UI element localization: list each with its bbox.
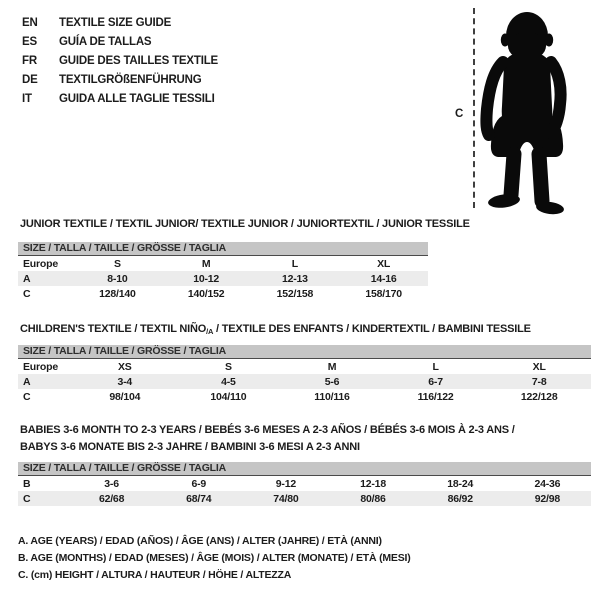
babies-section-title bbox=[20, 422, 515, 456]
language-code: ES bbox=[22, 36, 37, 48]
row-label: A bbox=[18, 374, 73, 389]
table-cell: M bbox=[162, 256, 251, 271]
language-code: IT bbox=[22, 93, 32, 105]
row-label: Europe bbox=[18, 359, 73, 374]
table-row bbox=[18, 256, 428, 271]
table-cell: 122/128 bbox=[487, 389, 591, 404]
table-cell: 140/152 bbox=[162, 286, 251, 301]
row-label: C bbox=[18, 491, 68, 506]
toddler-silhouette-icon bbox=[476, 4, 598, 216]
language-row-en bbox=[22, 14, 218, 33]
table-cell: XS bbox=[73, 359, 177, 374]
language-row-it bbox=[22, 90, 218, 109]
table-cell: 6-9 bbox=[155, 476, 242, 491]
row-label: B bbox=[18, 476, 68, 491]
language-row-de bbox=[22, 71, 218, 90]
table-cell: 74/80 bbox=[242, 491, 329, 506]
children-title-pre: CHILDREN'S TEXTILE / TEXTIL NIÑO bbox=[20, 323, 207, 335]
table-cell: 98/104 bbox=[73, 389, 177, 404]
junior-section-title: JUNIOR TEXTILE / TEXTIL JUNIOR/ TEXTILE JUNIOR / JUNIORTEXTIL / JUNIOR TESSILE bbox=[20, 218, 470, 230]
table-cell: 128/140 bbox=[73, 286, 162, 301]
table-cell: 12-13 bbox=[251, 271, 340, 286]
table-cell: 6-7 bbox=[384, 374, 488, 389]
children-title-sub: /A bbox=[206, 327, 214, 336]
table-row bbox=[18, 271, 428, 286]
table-row bbox=[18, 359, 591, 374]
table-cell: 116/122 bbox=[384, 389, 488, 404]
table-row bbox=[18, 286, 428, 301]
row-label: C bbox=[18, 286, 73, 301]
row-label: A bbox=[18, 271, 73, 286]
row-label: C bbox=[18, 389, 73, 404]
table-cell: 110/116 bbox=[280, 389, 384, 404]
language-title: GUIDE DES TAILLES TEXTILE bbox=[59, 55, 218, 67]
table-cell: 9-12 bbox=[242, 476, 329, 491]
row-label: Europe bbox=[18, 256, 73, 271]
table-cell: 80/86 bbox=[329, 491, 416, 506]
babies-title-line2: BABYS 3-6 MONATE BIS 2-3 JAHRE / BAMBINI 3-6 MESI A 2-3 ANNI bbox=[20, 441, 360, 453]
table-cell: 92/98 bbox=[504, 491, 591, 506]
table-cell: 3-4 bbox=[73, 374, 177, 389]
language-code: EN bbox=[22, 17, 38, 29]
table-row bbox=[18, 491, 591, 506]
children-table bbox=[18, 345, 591, 404]
table-cell: 3-6 bbox=[68, 476, 155, 491]
table-cell: 62/68 bbox=[68, 491, 155, 506]
height-label-c: C bbox=[455, 108, 464, 120]
size-header-bar: SIZE / TALLA / TAILLE / GRÖSSE / TAGLIA bbox=[18, 462, 591, 476]
size-header-bar: SIZE / TALLA / TAILLE / GRÖSSE / TAGLIA bbox=[18, 345, 591, 359]
table-cell: S bbox=[177, 359, 281, 374]
language-row-es bbox=[22, 33, 218, 52]
table-row bbox=[18, 374, 591, 389]
language-title: TEXTILGRÖßENFÜHRUNG bbox=[59, 74, 202, 86]
legend bbox=[18, 533, 411, 584]
table-cell: 4-5 bbox=[177, 374, 281, 389]
children-title-post: / TEXTILE DES ENFANTS / KINDERTEXTIL / BAMBINI TESSILE bbox=[213, 323, 531, 335]
table-cell: 12-18 bbox=[329, 476, 416, 491]
table-cell: 14-16 bbox=[339, 271, 428, 286]
language-row-fr bbox=[22, 52, 218, 71]
table-cell: M bbox=[280, 359, 384, 374]
table-cell: L bbox=[251, 256, 340, 271]
legend-line-b: B. AGE (MONTHS) / EDAD (MESES) / ÂGE (MOIS) / ALTER (MONATE) / ETÀ (MESI) bbox=[18, 552, 411, 564]
table-cell: 10-12 bbox=[162, 271, 251, 286]
legend-line-a: A. AGE (YEARS) / EDAD (AÑOS) / ÂGE (ANS) / ALTER (JAHRE) / ETÀ (ANNI) bbox=[18, 535, 382, 547]
table-cell: 24-36 bbox=[504, 476, 591, 491]
junior-table bbox=[18, 242, 428, 301]
language-title: GUÍA DE TALLAS bbox=[59, 36, 152, 48]
table-row bbox=[18, 389, 591, 404]
table-row bbox=[18, 476, 591, 491]
table-cell: 68/74 bbox=[155, 491, 242, 506]
legend-line-c: C. (cm) HEIGHT / ALTURA / HAUTEUR / HÖHE / ALTEZZA bbox=[18, 569, 292, 581]
table-cell: 18-24 bbox=[417, 476, 504, 491]
table-cell: 104/110 bbox=[177, 389, 281, 404]
table-cell: 7-8 bbox=[487, 374, 591, 389]
height-dashed-line bbox=[473, 8, 475, 208]
table-cell: XL bbox=[487, 359, 591, 374]
babies-table bbox=[18, 462, 591, 506]
table-cell: 152/158 bbox=[251, 286, 340, 301]
language-code: FR bbox=[22, 55, 37, 67]
size-header-bar: SIZE / TALLA / TAILLE / GRÖSSE / TAGLIA bbox=[18, 242, 428, 256]
language-code: DE bbox=[22, 74, 38, 86]
table-cell: S bbox=[73, 256, 162, 271]
language-title: TEXTILE SIZE GUIDE bbox=[59, 17, 172, 29]
language-list bbox=[22, 14, 218, 109]
children-section-title bbox=[20, 321, 531, 338]
babies-title-line1: BABIES 3-6 MONTH TO 2-3 YEARS / BEBÉS 3-6 MESES A 2-3 AÑOS / BÉBÉS 3-6 MOIS À 2-3 ANS / bbox=[20, 424, 515, 436]
table-cell: XL bbox=[339, 256, 428, 271]
table-cell: 86/92 bbox=[417, 491, 504, 506]
language-title: GUIDA ALLE TAGLIE TESSILI bbox=[59, 93, 215, 105]
table-cell: 158/170 bbox=[339, 286, 428, 301]
table-cell: 8-10 bbox=[73, 271, 162, 286]
table-cell: L bbox=[384, 359, 488, 374]
table-cell: 5-6 bbox=[280, 374, 384, 389]
